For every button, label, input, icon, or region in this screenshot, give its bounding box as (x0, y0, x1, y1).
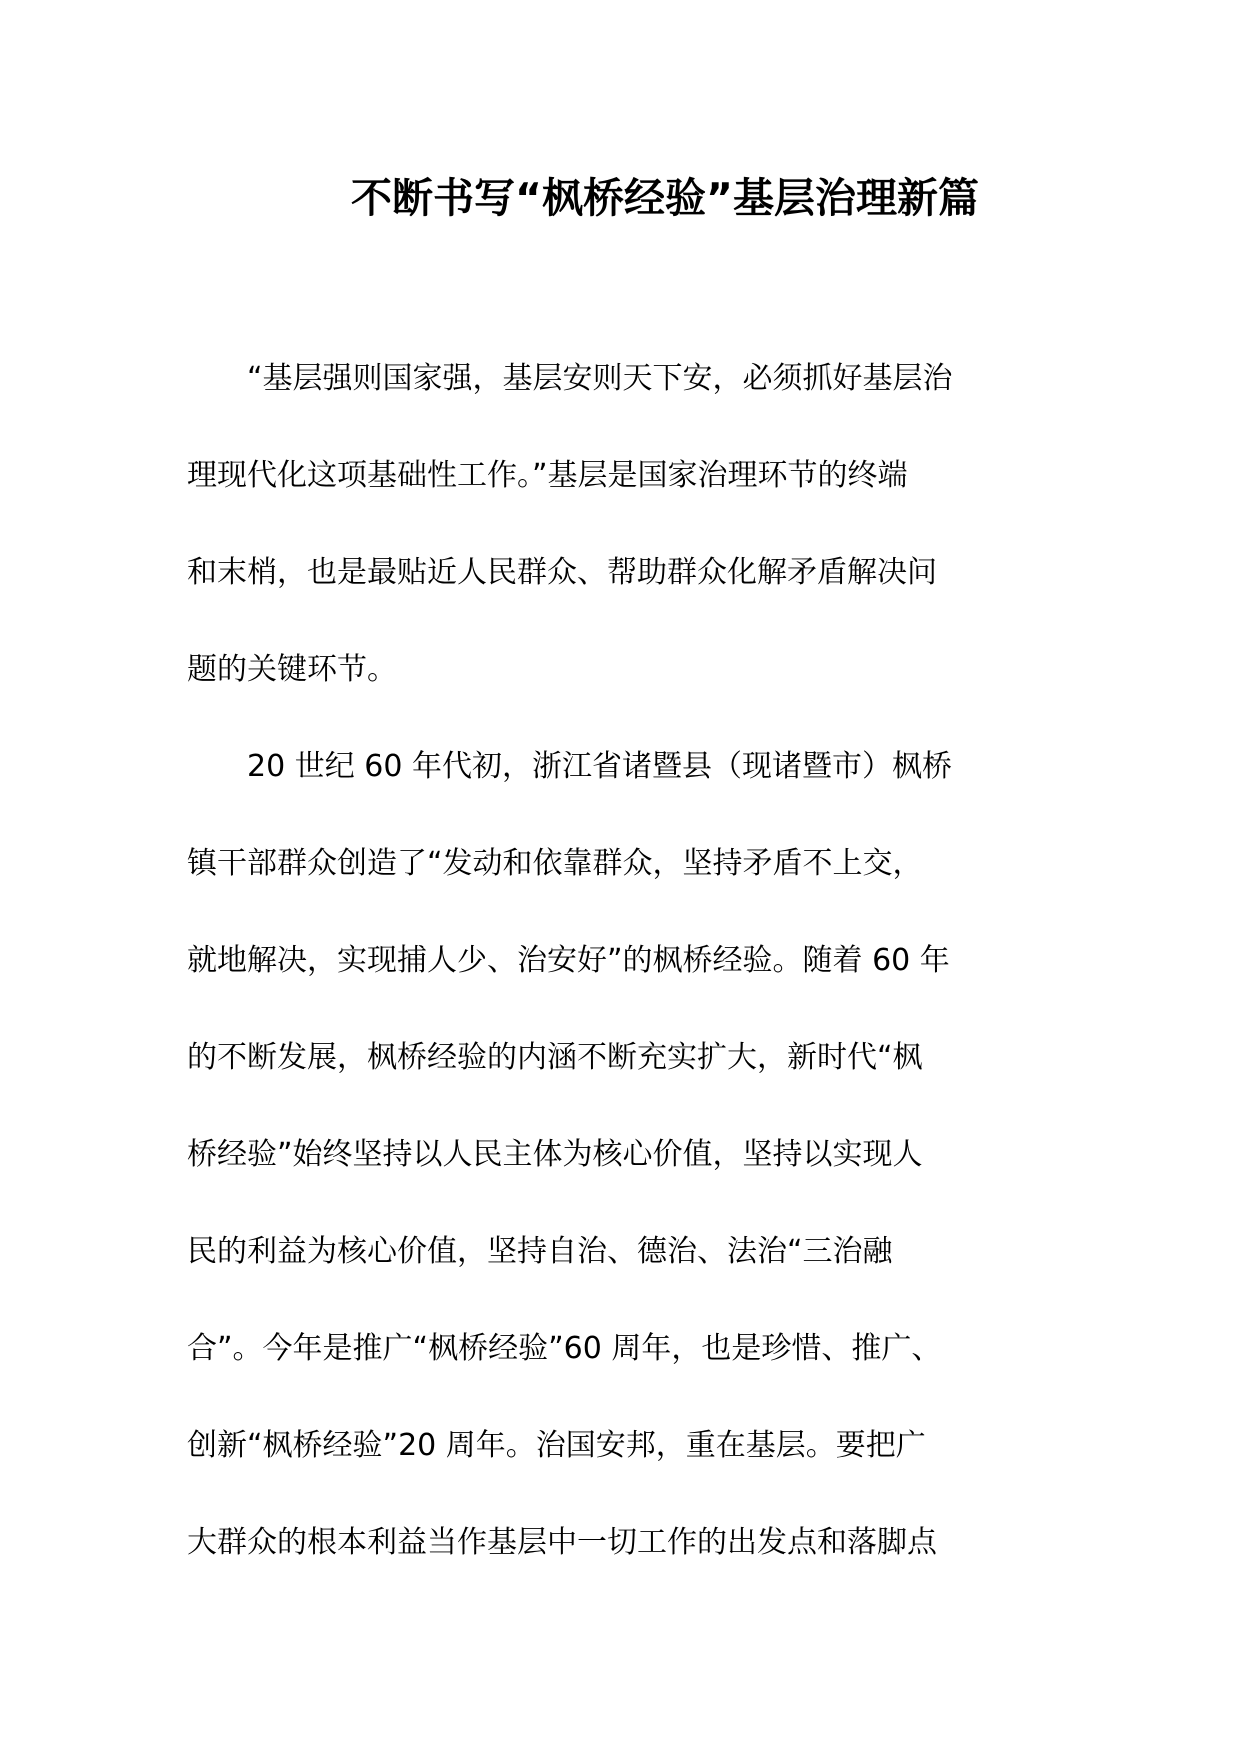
body-line-6: 镇干部群众创造了“发动和依靠群众，坚持矛盾不上交， (187, 846, 923, 881)
body-line-11: 合”。今年是推广“枫桥经验”60 周年，也是珍惜、推广、 (187, 1331, 942, 1366)
body-line-2: 理现代化这项基础性工作。”基层是国家治理环节的终端 (187, 458, 908, 493)
body-line-4: 题的关键环节。 (187, 652, 397, 687)
document-title: 不断书写“枫桥经验”基层治理新篇 (351, 174, 979, 222)
body-line-12: 创新“枫桥经验”20 周年。治国安邦，重在基层。要把广 (187, 1428, 926, 1463)
body-line-9: 桥经验”始终坚持以人民主体为核心价值，坚持以实现人 (187, 1137, 923, 1172)
body-line-7: 就地解决，实现捕人少、治安好”的枫桥经验。随着 60 年 (187, 943, 950, 978)
body-line-10: 民的利益为核心价值，坚持自治、德治、法治“三治融 (187, 1234, 893, 1269)
body-line-1: “基层强则国家强，基层安则天下安，必须抓好基层治 (187, 361, 953, 396)
body-line-3: 和末梢，也是最贴近人民群众、帮助群众化解矛盾解决问 (187, 555, 937, 590)
body-line-5: 20 世纪 60 年代初，浙江省诸暨县（现诸暨市）枫桥 (187, 749, 952, 784)
body-line-8: 的不断发展，枫桥经验的内涵不断充实扩大，新时代“枫 (187, 1040, 923, 1075)
body-line-13: 大群众的根本利益当作基层中一切工作的出发点和落脚点 (187, 1525, 937, 1560)
